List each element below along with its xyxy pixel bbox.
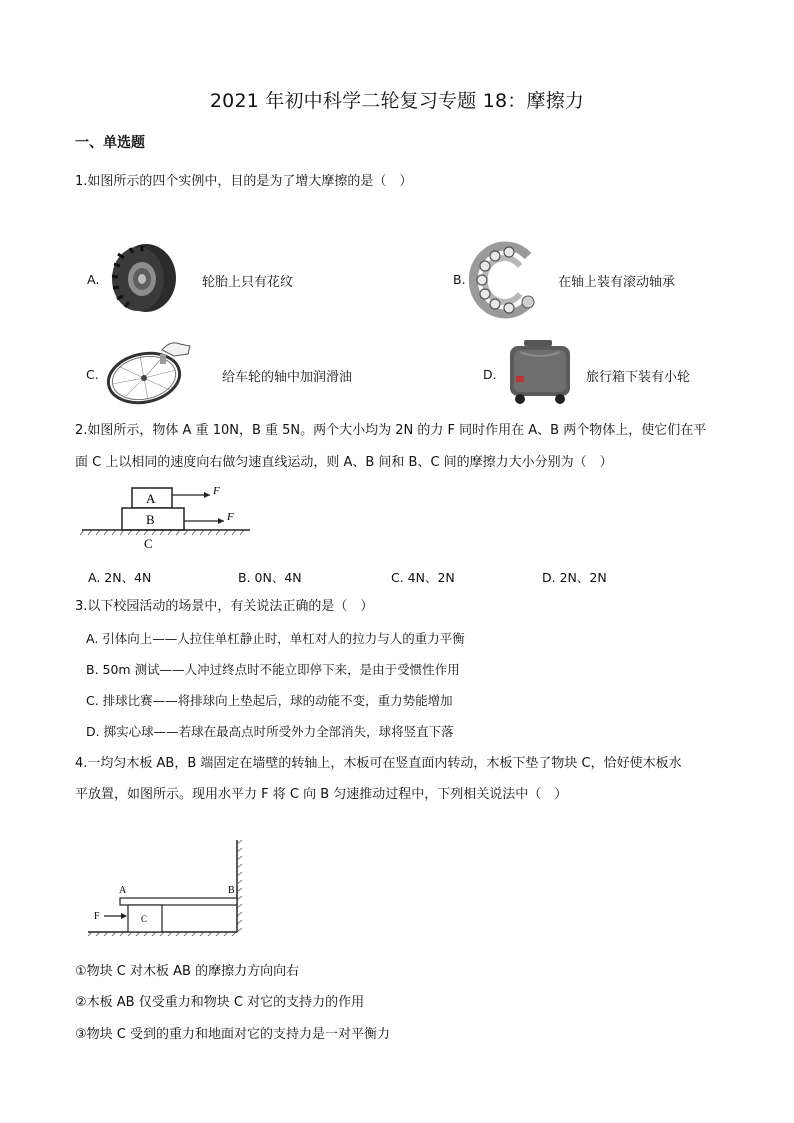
force-a-label: F [213,485,220,497]
bicycle-wheel-icon [104,338,200,406]
q2-option-c[interactable]: C. 4N、2N [391,570,455,585]
q4-statement-1: ①物块 C 对木板 AB 的摩擦力方向向右 [75,964,300,979]
block-b-label: B [146,512,155,527]
block-path-region [162,905,237,932]
q2-stem-line2: 面 C 上以相同的速度向右做匀速直线运动，则 A、B 间和 B、C 间的摩擦力大小分别为（ ） [75,455,613,470]
q4-stem-line2: 平放置，如图所示。现用水平力 F 将 C 向 B 匀速推动过程中，下列相关说法中（ ） [75,787,568,802]
q4-stem-line1: 4.一均匀木板 AB，B 端固定在墙壁的转轴上，木板可在竖直面内转动，木板下垫了物块 C，恰好使木板水 [75,756,682,771]
q1-stem: 1.如图所示的四个实例中，目的是为了增大摩擦的是（ ） [75,174,413,189]
q3-option-b[interactable]: B. 50m 测试——人冲过终点时不能立即停下来，是由于受惯性作用 [86,662,460,677]
surface-label: C [144,536,153,551]
force-f-label: F [94,911,100,922]
page-title: 2021 年初中科学二轮复习专题 18：摩擦力 [209,90,585,112]
ball-bearing-icon [470,242,540,318]
q1-option-a-letter[interactable]: A. [87,272,100,287]
force-b-label: F [227,511,234,523]
q1-option-c-caption: 给车轮的轴中加润滑油 [222,370,353,385]
tire-icon [108,242,180,314]
q2-option-a[interactable]: A. 2N、4N [88,570,152,585]
q1-option-a-caption: 轮胎上只有花纹 [202,275,294,290]
q1-option-d-letter[interactable]: D. [483,367,497,382]
board-end-b-label: B [228,885,235,896]
q2-stem-line1: 2.如图所示，物体 A 重 10N，B 重 5N。两个大小均为 2N 的力 F 同时作用在 A、B 两个物体上，使它们在平 [75,423,707,438]
q3-option-c[interactable]: C. 排球比赛——将排球向上垫起后，球的动能不变，重力势能增加 [86,693,453,708]
q1-option-b-caption: 在轴上装有滚动轴承 [558,275,676,290]
block-a-label: A [146,491,156,506]
q4-statement-2: ②木板 AB 仅受重力和物块 C 对它的支持力的作用 [75,995,365,1010]
q3-option-d[interactable]: D. 掷实心球——若球在最高点时所受外力全部消失，球将竖直下落 [86,724,454,739]
suitcase-icon [506,340,574,406]
q1-option-d-caption: 旅行箱下装有小轮 [586,370,691,385]
q3-stem: 3.以下校园活动的场景中，有关说法正确的是（ ） [75,599,374,614]
q3-option-a[interactable]: A. 引体向上——人拉住单杠静止时，单杠对人的拉力与人的重力平衡 [86,631,465,646]
q1-option-b-letter[interactable]: B. [453,272,466,287]
block-c-label: C [141,914,148,924]
q2-blocks-diagram [82,482,252,552]
q2-option-d[interactable]: D. 2N、2N [542,570,607,585]
q1-option-c-letter[interactable]: C. [86,367,99,382]
board-ab [120,898,237,905]
q4-statement-3: ③物块 C 受到的重力和地面对它的支持力是一对平衡力 [75,1027,390,1042]
q2-option-b[interactable]: B. 0N、4N [238,570,302,585]
q4-board-diagram [86,836,250,940]
board-end-a-label: A [119,885,127,896]
section-heading: 一、单选题 [75,135,145,151]
